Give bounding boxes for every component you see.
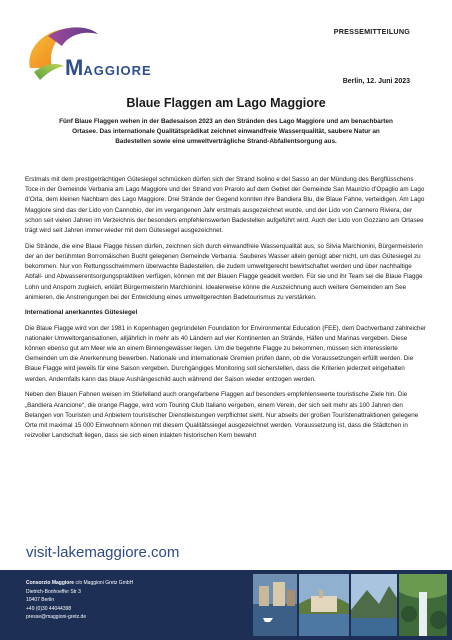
contact-block <box>26 579 133 622</box>
website-link[interactable]: visit-lakemaggiore.com <box>26 544 180 561</box>
photo-waterfall-trees <box>399 574 447 636</box>
body-paragraph-4: Neben den Blauen Fahnen weisen im Stiefelland auch orangefarbene Flaggen auf besonders empfehlenswerte touristische Ziele hin. Die „Bandiera Arancione“, die orange Flagge, wird vom Touring Club Italiano vergeben, einem Verein, der sich seit mehr als 100 Jahren den Belangen von Touristen und Anbietern touristischer Dienstleistungen verpflichtet sieht. Nur abseits der großen Touristenattraktionen gelegene Orte mit maximal 15 000 Einwohnern können mit diesem Qualitätssiegel ausgezeichnet werden. Voraussetzung ist, dass die Städtchen in reizvoller Landschaft liegen, dass sie sich einen intakten historischen Kern bewahrt <box>25 391 419 440</box>
company-name: Consorzio Maggiore <box>26 580 75 586</box>
city-address: 10407 Berlin <box>26 597 55 604</box>
document-type-label: PRESSEMITTEILUNG <box>333 27 410 36</box>
phone-number[interactable]: +49 (0)30 44044398 <box>26 605 72 612</box>
body-paragraph-1: Erstmals mit dem prestigeträchtigen Gütesiegel schmücken dürfen sich der Strand Isolino e del Sasso an der Mündung des Bergflüsschens Toce in der Gemeinde Verbania am Lago Maggiore und der Strand von Prarolo auf dem Gebiet der Gemeinde San Maurizio d’Opaglio am Lago d’Orta, dem kleinen Nachbarn des Lago Maggiore. Drei Strände der Gegend konnten ihre Bandiera Blu, die Blaue Fahne, verteidigen. Am Lago Maggiore sind das der Lido von Cannobio, der im vergangenen Jahr erstmals ausgezeichnet wurde, und der Lido von Cannero Riviera, der schon seit vielen Jahren im Verzeichnis der besonders empfehlenswerten Badestellen aufgeführt wird. Auch der Lido von Gozzano am Ortasee trägt wird seit Jahren immer wieder mit dem Gütesiegel ausgezeichnet. <box>25 176 425 235</box>
lake-photo-strip <box>253 574 447 636</box>
logo-text: AGGIORE <box>83 63 152 78</box>
photo-harbor <box>253 574 297 636</box>
street-address: Dietrich-Bonhoeffer Str 3 <box>26 588 81 595</box>
company-line <box>26 579 133 588</box>
logo-wordmark <box>65 57 152 79</box>
article-body <box>25 175 427 447</box>
footer <box>0 570 452 640</box>
photo-island-palace <box>299 574 349 636</box>
page-title: Blaue Flaggen am Lago Maggiore <box>126 96 326 110</box>
body-paragraph-3: Die Blaue Flagge wird von der 1981 in Kopenhagen gegründeten Foundation for Environmental Education (FEE), dem Dachverband zahlreicher nationaler Umweltorganisationen, alljährlich in mehr als 40 Ländern auf vier Kontinenten an Strände, Häfen und Marinas vergeben. Diese können ebenso gut am Meer wie an einem Binnengewässer liegen. Um die begehrte Flagge zu bekommen, müssen sich interessierte Gemeinden um die Anerkennung bewerben. Nationale und internationale Gremien prüfen dann, ob die Voraussetzungen erfüllt werden. Die Blaue Flagge wird jeweils für eine Saison vergeben. Durchgängiges Monitoring soll sicherstellen, dass die Kriterien jederzeit eingehalten werden. Andernfalls kann das blaue Aushängeschild auch während der Saison wieder entzogen werden. <box>25 324 427 383</box>
logo-initial: M <box>65 55 84 80</box>
email-address[interactable]: presse@maggioni-gretz.de <box>26 614 87 621</box>
release-date: Berlin, 12. Juni 2023 <box>342 78 410 85</box>
body-paragraph-2: Die Strände, die eine Blaue Flagge hissen dürfen, zeichnen sich durch einwandfreie Wasserqualität aus, so Silvia Marchionini, Bürgermeisterin der an der berühmten Borromäischen Bucht gelegenen Gemeinde Verbania. Sauberes Wasser allein genügt aber nicht, um das Gütesiegel zu bekommen. Nur von Rettungsschwimmern überwachte Badestellen, die zudem umweltgerecht bewirtschaftet werden und über nachhaltige Abfall- und Abwasserentsorgungspraktiken verfügen, können mit der Blauen Flagge geadelt werden. Für sie und ihr Team sei die Blaue Flagge Lohn und Ansporn zugleich, erklärt Bürgermeisterin Marchionini. Idealerweise könne die Auszeichnung auch weitere Gemeinden am See animieren, die Anstrengungen bei der Entwicklung eines umweltgerechten Badetourismus zu verstärken. <box>25 242 423 301</box>
lead-paragraph: Fünf Blaue Flaggen wehen in der Badesaison 2023 an den Stränden des Lago Maggiore und am benachbarten Ortasee. Das internationale Qualitätsprädikat zeichnet einwandfreie Wasserqualität, saubere Natur an Badestellen sowie eine umweltverträgliche Strand-Abfallentsorgung aus. <box>59 118 393 146</box>
company-suffix: c/o Maggioni Gretz GmbH <box>74 580 134 586</box>
maggiore-logo <box>26 24 176 80</box>
photo-mountain-lake <box>351 574 397 636</box>
section-heading: International anerkanntes Gütesiegel <box>25 309 138 317</box>
